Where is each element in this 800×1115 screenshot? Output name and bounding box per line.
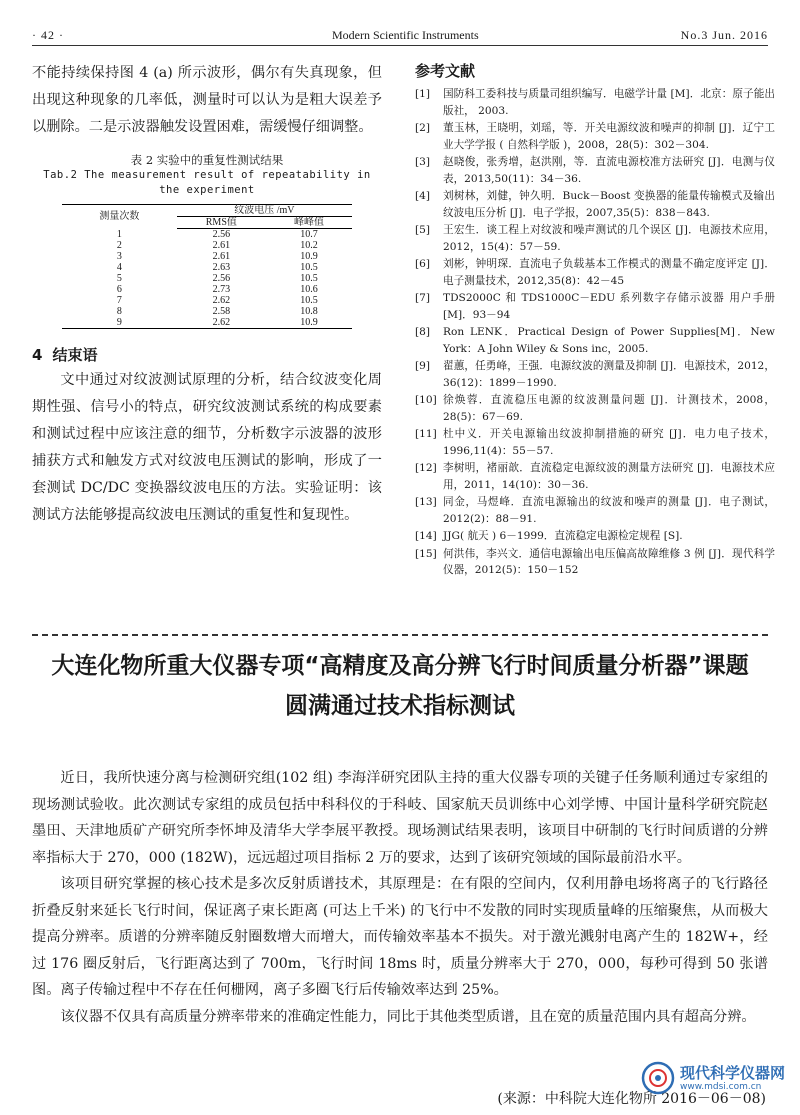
reference-text: 李树明，褚丽歆．直流稳定电源纹波的测量方法研究 [J]．电源技术应用，2011，14(10)：30－36. <box>443 462 775 491</box>
watermark-url: www.mdsi.com.cn <box>680 1082 762 1092</box>
reference-item <box>415 256 775 289</box>
cell-trial: 6 <box>116 284 122 295</box>
reference-number: [4] <box>415 190 431 202</box>
table-row <box>62 317 352 329</box>
cell-peak: 10.9 <box>300 251 318 262</box>
news-paragraph: 近日，我所快速分离与检测研究组(102 组) 李海洋研究团队主持的重大仪器专项的关键子任务顺利通过专家组的现场测试验收。此次测试专家组的成员包括中科科仪的于科岐、国家航天员训练中心刘学博、中国计量科学研究院赵墨田、天津地质矿产研究所李怀坤及清华大学李展平教授。现场测试结果表明，该项目中研制的飞行时间质谱的分辨率指标大于 270，000 (182W)，远远超过项目指标 2 万的要求，达到了该研究领域的国际最前沿水平。 <box>32 770 768 866</box>
col-header-ripple: 纹波电压 /mV <box>177 205 352 217</box>
cell-rms: 2.58 <box>212 306 231 317</box>
page-header <box>32 24 768 46</box>
reference-number: [9] <box>415 360 431 372</box>
reference-number: [11] <box>415 428 437 440</box>
col-header-trials: 测量次数 <box>62 205 177 229</box>
cell-rms: 2.63 <box>212 262 231 273</box>
reference-text: 刘树林，刘健，钟久明．Buck－Boost 变换器的能量传输模式及输出纹波电压分析 [J]．电子学报，2007,35(5)：838－843. <box>443 190 775 219</box>
news-body <box>32 765 768 1030</box>
table-row <box>62 273 352 284</box>
dashed-divider <box>32 634 768 636</box>
site-watermark <box>640 1058 790 1098</box>
table-caption-en: Tab.2 The measurement result of repeatability in the experiment <box>43 169 371 196</box>
continued-paragraph: 不能持续保持图 4 (a) 所示波形，偶尔有失真现象，但出现这种现象的几率低，测量时可以认为是粗大误差予以删除。二是示波器触发设置困难，需缓慢仔细调整。 <box>32 65 382 135</box>
cell-rms: 2.56 <box>212 273 231 284</box>
table-row <box>62 251 352 262</box>
cell-peak: 10.5 <box>300 295 318 306</box>
table-row <box>62 262 352 273</box>
table-body <box>62 229 352 329</box>
references-title: 参考文献 <box>415 62 476 80</box>
cell-rms: 2.62 <box>177 317 266 329</box>
reference-item <box>415 494 775 527</box>
table-row <box>62 306 352 317</box>
watermark-text: 现代科学仪器网 <box>680 1064 786 1082</box>
cell-trial: 4 <box>116 262 122 273</box>
reference-text: JJG( 航天 ) 6－1999．直流稳定电源检定规程 [S]. <box>443 530 683 542</box>
reference-list <box>415 86 775 579</box>
reference-number: [7] <box>415 292 431 304</box>
reference-number: [3] <box>415 156 431 168</box>
page-number: · 42 · <box>32 28 64 42</box>
reference-number: [12] <box>415 462 437 474</box>
cell-peak: 10.5 <box>300 262 318 273</box>
cell-peak: 10.5 <box>300 273 318 284</box>
cell-trial: 1 <box>116 228 122 240</box>
table-caption-cn: 表 2 实验中的重复性测试结果 <box>130 153 284 167</box>
reference-item <box>415 120 775 153</box>
cell-rms: 2.61 <box>212 240 231 251</box>
news-paragraph: 该项目研究掌握的核心技术是多次反射质谱技术，其原理是：在有限的空间内，仅利用静电场将离子的飞行路径折叠反射来延长飞行时间，保证离子束长距离 (可达上千米) 的飞行中不发散的同时实现质量峰的压缩聚焦，从而极大提高分辨率。质谱的分辨率随反射圈数增大而增大，而传输效率基本不损失。对于激光溅射电离产生的 182W+，经过 176 圈反射后，飞行距离达到了 700m，飞行时间 18ms 时，质量分辨率大于 270，000，每秒可得到 50 张谱图。离子传输过程中不存在任何栅网，离子多圈飞行后传输效率达到 25%。 <box>32 876 768 998</box>
reference-item <box>415 392 775 425</box>
cell-trial: 8 <box>116 306 122 317</box>
reference-item <box>415 358 775 391</box>
journal-name: Modern Scientific Instruments <box>332 28 479 42</box>
cell-peak: 10.6 <box>300 284 318 295</box>
reference-text: 赵晓俊，张秀增，赵洪刚，等．直流电源校准方法研究 [J]．电测与仪表，2013,50(11)：34－36. <box>443 156 775 185</box>
news-source: (来源：中科院大连化物所 2016－06－08) <box>497 1091 766 1107</box>
cell-trial: 3 <box>116 251 122 262</box>
reference-number: [14] <box>415 530 437 542</box>
reference-number: [6] <box>415 258 431 270</box>
reference-text: 杜中义．开关电源输出纹波抑制措施的研究 [J]．电力电子技术，1996,11(4)：55－57. <box>443 428 775 457</box>
reference-item <box>415 86 775 119</box>
cell-peak: 10.2 <box>300 240 318 251</box>
reference-text: 同金，马煜峰．直流电源输出的纹波和噪声的测量 [J]．电子测试，2012(2)：88－91. <box>443 496 775 525</box>
cell-rms: 2.62 <box>212 295 231 306</box>
repeatability-table <box>62 204 352 329</box>
table-row <box>62 229 352 241</box>
reference-item <box>415 546 775 579</box>
reference-text: Ron LENK．Practical Design of Power Supplies[M]．New York：A John Wiley & Sons inc，2005. <box>443 326 775 355</box>
reference-text: TDS2000C 和 TDS1000C－EDU 系列数字存储示波器 用户手册 [M]．93－94 <box>443 292 775 321</box>
cell-peak: 10.7 <box>300 229 318 240</box>
col-header-peak: 峰峰值 <box>266 217 352 229</box>
cell-peak: 10.9 <box>266 317 352 329</box>
cell-rms: 2.61 <box>212 251 231 262</box>
references-column <box>415 60 775 580</box>
reference-item <box>415 460 775 493</box>
reference-text: 翟蕙，任勇峰，王强．电源纹波的测量及抑制 [J]．电源技术，2012，36(12)：1899－1990. <box>443 360 775 389</box>
issue-info: No.3 Jun. 2016 <box>680 28 768 42</box>
reference-item <box>415 188 775 221</box>
cell-trial: 5 <box>116 273 122 284</box>
cell-peak: 10.8 <box>300 306 318 317</box>
cell-trial: 2 <box>116 240 122 251</box>
table-row <box>62 240 352 251</box>
cell-rms: 2.73 <box>212 284 231 295</box>
reference-number: [15] <box>415 547 437 560</box>
cell-rms: 2.56 <box>212 229 231 240</box>
table-row <box>62 284 352 295</box>
reference-item <box>415 290 775 323</box>
conclusion-paragraph: 文中通过对纹波测试原理的分析，结合纹波变化周期性强、信号小的特点，研究纹波测试系统的构成要素和测试过程中应该注意的细节，分析数字示波器的波形捕获方式和触发方式对纹波电压测试的影响，形成了一套测试 DC/DC 变换器纹波电压的方法。实验证明：该测试方法能够提高纹波电压测试的重复性和复现性。 <box>32 372 382 523</box>
section-title: 结束语 <box>52 346 98 364</box>
reference-item <box>415 426 775 459</box>
cell-trial: 7 <box>116 295 122 306</box>
reference-item <box>415 528 775 545</box>
reference-text: 国防科工委科技与质量司组织编写．电磁学计量 [M]．北京：原子能出版社， 2003. <box>443 88 775 117</box>
table-row <box>62 295 352 306</box>
reference-number: [2] <box>415 122 431 134</box>
news-paragraph: 该仪器不仅具有高质量分辨率带来的准确定性能力，同比于其他类型质谱，且在宽的质量范围内具有超高分辨。 <box>60 1008 756 1025</box>
reference-text: 董玉林，王晓明，刘瑶，等．开关电源纹波和噪声的抑制 [J]．辽宁工业大学学报 ( 自然科学版 )，2008，28(5)：302－304. <box>443 122 775 151</box>
reference-number: [1] <box>415 88 431 100</box>
reference-text: 何洪伟，李兴文．通信电源输出电压偏高故障维修 3 例 [J]．现代科学仪器，2012(5)：150－152 <box>443 547 775 576</box>
section-heading <box>32 343 382 367</box>
reference-number: [13] <box>415 496 437 508</box>
news-title: 大连化物所重大仪器专项“高精度及高分辨飞行时间质量分析器”课题圆满通过技术指标测试 <box>51 653 749 719</box>
reference-text: 王宏生．谈工程上对纹波和噪声测试的几个误区 [J]．电源技术应用，2012，15(4)：57－59. <box>443 224 775 253</box>
reference-item <box>415 222 775 255</box>
cell-trial: 9 <box>62 317 177 329</box>
reference-text: 徐焕蓉．直流稳压电源的纹波测量问题 [J]．计测技术，2008，28(5)：67－69. <box>443 394 775 423</box>
watermark-logo-icon <box>640 1060 676 1096</box>
left-column <box>32 60 382 529</box>
reference-number: [8] <box>415 326 431 338</box>
reference-number: [10] <box>415 394 437 406</box>
reference-item <box>415 154 775 187</box>
reference-text: 刘彬，钟明琛．直流电子负载基本工作模式的测量不确定度评定 [J]．电子测量技术，2012,35(8)：42－45 <box>443 258 775 287</box>
col-header-rms: RMS值 <box>177 217 266 229</box>
reference-item <box>415 324 775 357</box>
section-number: 4 <box>32 346 43 364</box>
reference-number: [5] <box>415 224 431 236</box>
